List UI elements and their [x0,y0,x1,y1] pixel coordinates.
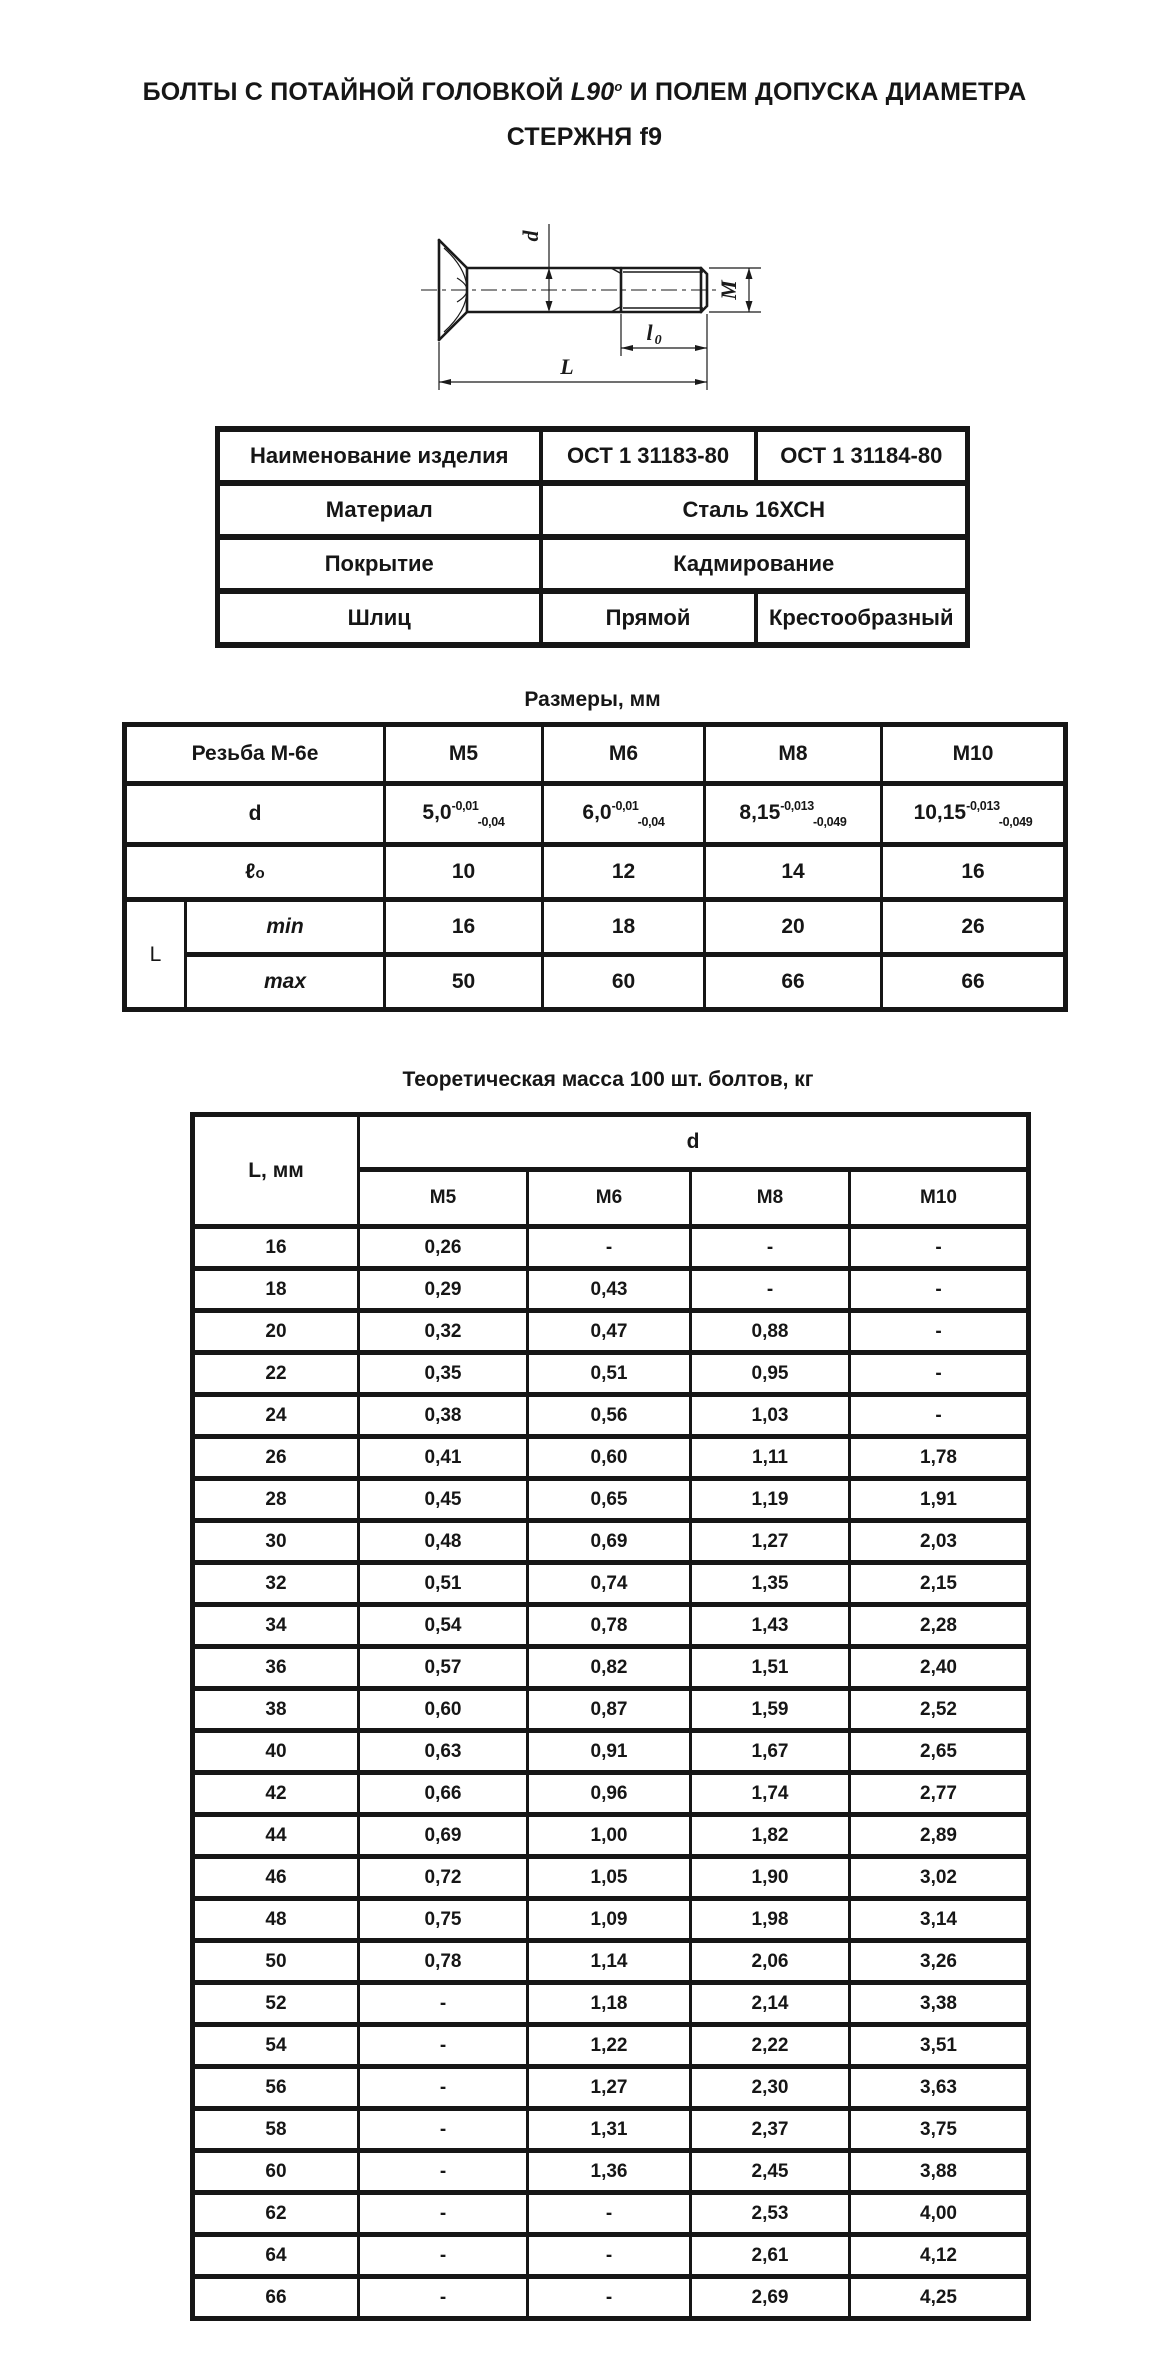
mass-L-cell: 64 [193,2235,359,2277]
mass-value-cell: 4,25 [850,2277,1029,2319]
mass-value-cell: 0,57 [359,1647,528,1689]
d-base: 6,0 [582,801,612,824]
max-label: max [186,955,385,1010]
mass-L-cell: 34 [193,1605,359,1647]
d-value-cell [882,784,1066,845]
mass-value-cell: 1,91 [850,1479,1029,1521]
table-row [193,1115,1029,1170]
mass-value-cell: 0,91 [528,1731,691,1773]
label-L: L [559,354,574,379]
L-group-label: L [125,900,186,1010]
table-row [193,1437,1029,1479]
mass-L-cell: 44 [193,1815,359,1857]
table-row [193,2067,1029,2109]
mass-value-cell: 1,35 [691,1563,850,1605]
mass-value-cell: - [850,1353,1029,1395]
title-line1 [143,78,1027,106]
d-value-cell [705,784,882,845]
angle-symbol: L90 [570,78,615,106]
d-upper-tol: -0,01 [611,799,639,813]
mass-L-cell: 18 [193,1269,359,1311]
mass-value-cell: - [359,2067,528,2109]
mass-value-cell: 1,14 [528,1941,691,1983]
size-header-cell: М6 [528,1170,691,1227]
mass-value-cell: 1,27 [691,1521,850,1563]
mass-value-cell: - [528,2193,691,2235]
mass-value-cell: 2,06 [691,1941,850,1983]
info-value-cell: Прямой [541,591,756,645]
mass-value-cell: - [359,2025,528,2067]
mass-L-cell: 22 [193,1353,359,1395]
table-row [218,591,968,645]
mass-value-cell: 0,47 [528,1311,691,1353]
mass-value-cell: 3,26 [850,1941,1029,1983]
size-header-cell: М8 [705,725,882,784]
max-value-cell: 66 [705,955,882,1010]
table-row [193,2025,1029,2067]
info-label-cell: Материал [218,483,541,537]
mass-value-cell: - [691,1269,850,1311]
mass-value-cell: 2,53 [691,2193,850,2235]
table-row [193,1689,1029,1731]
mass-L-cell: 56 [193,2067,359,2109]
mass-value-cell: 2,89 [850,1815,1029,1857]
mass-value-cell: 0,88 [691,1311,850,1353]
table-row [193,1857,1029,1899]
mass-L-cell: 20 [193,1311,359,1353]
table-row [218,429,968,483]
d-value-cell [385,784,543,845]
mass-value-cell: 2,22 [691,2025,850,2067]
mass-table [190,1112,1031,2321]
mass-value-cell: 0,56 [528,1395,691,1437]
dimension-l0 [621,314,707,390]
mass-value-cell: 0,41 [359,1437,528,1479]
mass-value-cell: 2,45 [691,2151,850,2193]
mass-value-cell: 0,66 [359,1773,528,1815]
table-row [193,2235,1029,2277]
table-row [193,1353,1029,1395]
size-header-cell: М5 [359,1170,528,1227]
mass-value-cell: 0,60 [528,1437,691,1479]
mass-value-cell: 1,05 [528,1857,691,1899]
mass-L-cell: 32 [193,1563,359,1605]
size-header-cell: М10 [882,725,1066,784]
lo-value-cell: 16 [882,845,1066,900]
mass-value-cell: 1,09 [528,1899,691,1941]
mass-value-cell: 2,65 [850,1731,1029,1773]
mass-value-cell: 2,37 [691,2109,850,2151]
mass-value-cell: - [359,2109,528,2151]
mass-value-cell: - [528,2235,691,2277]
mass-L-cell: 36 [193,1647,359,1689]
mass-L-cell: 48 [193,1899,359,1941]
mass-value-cell: 0,69 [528,1521,691,1563]
mass-value-cell: 0,74 [528,1563,691,1605]
d-base: 8,15 [739,801,781,824]
mass-value-cell: 1,67 [691,1731,850,1773]
d-base: 5,0 [422,801,452,824]
mass-L-cell: 38 [193,1689,359,1731]
mass-L-cell: 42 [193,1773,359,1815]
min-label: min [186,900,385,955]
dimension-M [709,268,761,312]
mass-L-cell: 46 [193,1857,359,1899]
mass-value-cell: - [359,2193,528,2235]
mass-value-cell: 2,69 [691,2277,850,2319]
mass-value-cell: 0,69 [359,1815,528,1857]
min-value-cell: 18 [543,900,705,955]
title-text-suffix: И ПОЛЕМ ДОПУСКА ДИАМЕТРА [622,78,1027,106]
mass-value-cell: 2,61 [691,2235,850,2277]
degree-sup: o [614,79,623,94]
table-row [125,845,1066,900]
mass-L-cell: 66 [193,2277,359,2319]
thread-header-cell: Резьба М-6е [125,725,385,784]
mass-value-cell: 3,63 [850,2067,1029,2109]
mass-value-cell: 0,29 [359,1269,528,1311]
d-upper-tol: -0,01 [451,799,479,813]
mass-value-cell: 2,14 [691,1983,850,2025]
max-value-cell: 50 [385,955,543,1010]
mass-value-cell: - [528,2277,691,2319]
d-header-cell: d [359,1115,1029,1170]
mass-value-cell: - [359,2151,528,2193]
size-header-cell: М5 [385,725,543,784]
mass-value-cell: 0,43 [528,1269,691,1311]
info-value-cell: ОСТ 1 31183-80 [541,429,756,483]
mass-value-cell: 2,40 [850,1647,1029,1689]
mass-value-cell: 1,00 [528,1815,691,1857]
table-row [125,784,1066,845]
mass-value-cell: 0,35 [359,1353,528,1395]
mass-value-cell: 1,11 [691,1437,850,1479]
table-row [193,1815,1029,1857]
mass-value-cell: 2,03 [850,1521,1029,1563]
table-row [125,955,1066,1010]
mass-caption: Теоретическая масса 100 шт. болтов, кг [402,1068,814,1091]
min-value-cell: 20 [705,900,882,955]
size-header-cell: М10 [850,1170,1029,1227]
max-value-cell: 60 [543,955,705,1010]
mass-value-cell: - [850,1395,1029,1437]
info-value-cell: Сталь 16ХСН [541,483,968,537]
max-value-cell: 66 [882,955,1066,1010]
table-row [125,725,1066,784]
table-row [218,537,968,591]
mass-value-cell: 1,78 [850,1437,1029,1479]
corner-cell: L, мм [193,1115,359,1227]
mass-value-cell: 0,51 [528,1353,691,1395]
table-row [193,1941,1029,1983]
table-row [193,1899,1029,1941]
info-label-cell: Шлиц [218,591,541,645]
info-label-cell: Наименование изделия [218,429,541,483]
mass-value-cell: 0,87 [528,1689,691,1731]
d-row-label: d [125,784,385,845]
mass-value-cell: 1,43 [691,1605,850,1647]
label-M: M [715,280,741,300]
mass-value-cell: 0,32 [359,1311,528,1353]
mass-value-cell: 1,31 [528,2109,691,2151]
mass-L-cell: 62 [193,2193,359,2235]
mass-L-cell: 16 [193,1227,359,1269]
mass-value-cell: 0,95 [691,1353,850,1395]
table-row [193,2277,1029,2319]
lo-value-cell: 14 [705,845,882,900]
mass-value-cell: 0,78 [359,1941,528,1983]
table-row [193,1311,1029,1353]
mass-value-cell: 0,82 [528,1647,691,1689]
mass-value-cell: 3,88 [850,2151,1029,2193]
mass-value-cell: 1,19 [691,1479,850,1521]
d-upper-tol: -0,013 [966,799,1000,813]
mass-value-cell: 1,59 [691,1689,850,1731]
dimensions-table [122,722,1068,1012]
mass-value-cell: 1,90 [691,1857,850,1899]
title-text: БОЛТЫ С ПОТАЙНОЙ ГОЛОВКОЙ [142,78,571,106]
min-value-cell: 26 [882,900,1066,955]
table-row [193,1983,1029,2025]
mass-value-cell: 0,51 [359,1563,528,1605]
table-row [193,1773,1029,1815]
mass-value-cell: 0,45 [359,1479,528,1521]
table-row [193,2151,1029,2193]
mass-L-cell: 60 [193,2151,359,2193]
mass-value-cell: 0,78 [528,1605,691,1647]
mass-value-cell: 0,72 [359,1857,528,1899]
bolt-drawing [409,190,789,402]
table-row [193,1647,1029,1689]
mass-L-cell: 30 [193,1521,359,1563]
lo-value-cell: 12 [543,845,705,900]
mass-L-cell: 40 [193,1731,359,1773]
table-row [193,1521,1029,1563]
mass-value-cell: 1,51 [691,1647,850,1689]
mass-L-cell: 28 [193,1479,359,1521]
label-d: d [517,230,543,242]
table-row [193,1563,1029,1605]
mass-value-cell: 2,30 [691,2067,850,2109]
mass-value-cell: 0,65 [528,1479,691,1521]
mass-value-cell: 2,52 [850,1689,1029,1731]
mass-value-cell: 4,00 [850,2193,1029,2235]
lo-symbol: ℓ [245,860,256,883]
d-lower-tol: -0,049 [998,815,1033,829]
mass-value-cell: 1,22 [528,2025,691,2067]
mass-value-cell: 0,54 [359,1605,528,1647]
mass-value-cell: - [528,1227,691,1269]
mass-value-cell: 1,03 [691,1395,850,1437]
mass-value-cell: 3,14 [850,1899,1029,1941]
info-value-cell: Крестообразный [756,591,968,645]
dimensions-caption: Размеры, мм [524,688,661,711]
title-line2: СТЕРЖНЯ f9 [506,123,663,151]
d-lower-tol: -0,04 [477,815,505,829]
table-row [193,1479,1029,1521]
table-row [193,1395,1029,1437]
table-row [193,1605,1029,1647]
mass-value-cell: 4,12 [850,2235,1029,2277]
table-row [193,1731,1029,1773]
mass-value-cell: 3,02 [850,1857,1029,1899]
mass-value-cell: 3,75 [850,2109,1029,2151]
mass-L-cell: 52 [193,1983,359,2025]
mass-value-cell: 2,77 [850,1773,1029,1815]
d-lower-tol: -0,04 [637,815,665,829]
table-row [193,1227,1029,1269]
mass-value-cell: - [850,1227,1029,1269]
mass-value-cell: 0,60 [359,1689,528,1731]
mass-L-cell: 54 [193,2025,359,2067]
mass-value-cell: - [691,1227,850,1269]
info-label-cell: Покрытие [218,537,541,591]
mass-value-cell: 1,27 [528,2067,691,2109]
mass-value-cell: 1,82 [691,1815,850,1857]
mass-value-cell: 0,96 [528,1773,691,1815]
mass-value-cell: - [850,1311,1029,1353]
page-title [75,0,1095,160]
mass-value-cell: 2,15 [850,1563,1029,1605]
mass-value-cell: 0,75 [359,1899,528,1941]
lo-sub: o [255,865,265,882]
label-l0: l 0 [645,320,662,348]
mass-value-cell: - [359,2277,528,2319]
mass-value-cell: 0,48 [359,1521,528,1563]
mass-value-cell: - [850,1269,1029,1311]
d-base: 10,15 [913,801,967,824]
mass-L-cell: 50 [193,1941,359,1983]
lo-row-label [125,845,385,900]
mass-value-cell: 1,36 [528,2151,691,2193]
mass-value-cell: - [359,2235,528,2277]
d-upper-tol: -0,013 [780,799,814,813]
mass-value-cell: 0,63 [359,1731,528,1773]
mass-value-cell: 1,74 [691,1773,850,1815]
mass-value-cell: 1,18 [528,1983,691,2025]
lo-value-cell: 10 [385,845,543,900]
min-value-cell: 16 [385,900,543,955]
table-row [125,900,1066,955]
dimension-L [439,342,707,390]
size-header-cell: М6 [543,725,705,784]
info-table [215,426,970,648]
mass-value-cell: 2,28 [850,1605,1029,1647]
d-value-cell [543,784,705,845]
mass-value-cell: 1,98 [691,1899,850,1941]
table-row [193,2193,1029,2235]
size-header-cell: М8 [691,1170,850,1227]
mass-value-cell: 3,51 [850,2025,1029,2067]
mass-value-cell: 0,26 [359,1227,528,1269]
mass-value-cell: - [359,1983,528,2025]
table-row [193,1269,1029,1311]
mass-L-cell: 26 [193,1437,359,1479]
mass-value-cell: 0,38 [359,1395,528,1437]
mass-value-cell: 3,38 [850,1983,1029,2025]
mass-L-cell: 58 [193,2109,359,2151]
mass-table-body [193,1227,1029,2319]
info-value-cell: Кадмирование [541,537,968,591]
table-row [218,483,968,537]
info-value-cell: ОСТ 1 31184-80 [756,429,968,483]
d-lower-tol: -0,049 [812,815,847,829]
mass-L-cell: 24 [193,1395,359,1437]
table-row [193,2109,1029,2151]
